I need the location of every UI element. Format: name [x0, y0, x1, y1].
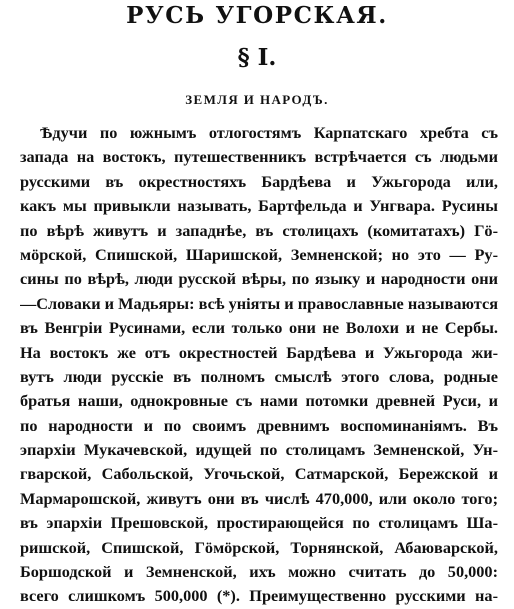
- text-line: въ Венгріи Русинами, если только они не Волохи и не Сербы.: [20, 318, 498, 338]
- text-line: мöрской, Спишской, Шаришской, Земненской; но это — Ру-: [20, 244, 498, 264]
- text-line: гварской, Сабольской, Угочьской, Сатмарской, Бережской и: [20, 464, 498, 484]
- section-subtitle: ЗЕМЛЯ И НАРОДЪ.: [185, 92, 329, 107]
- text-line: Мармарошской, живутъ они въ числѣ 470,000, или около того;: [20, 488, 498, 508]
- text-line: сины по вѣрѣ, люди русской вѣры, по языку и народности они: [20, 269, 498, 289]
- text-line: въ эпархіи Прешовской, простирающейся по столицамъ Ша-: [20, 513, 498, 533]
- body-paragraph: [20, 121, 498, 609]
- section-heading: § I.: [237, 44, 277, 71]
- text-line: братья наши, однокровные съ нами потомки древней Руси, и: [20, 391, 498, 411]
- page-title: РУСЬ УГОРСКАЯ.: [126, 2, 388, 29]
- text-line: всего слишкомъ 500,000 (*). Преимущественно русскими на-: [20, 586, 498, 606]
- text-line: русскими въ окрестностяхъ Бардѣева и Ужьгорода или,: [20, 171, 498, 191]
- text-line: по народности и по своимъ древнимъ воспоминаніямъ. Въ: [20, 415, 498, 435]
- text-line: Боршодской и Земненской, ихъ можно считать до 50,000:: [20, 562, 498, 582]
- text-line: запада на востокъ, путешественникъ встрѣчается съ людьми: [20, 147, 498, 167]
- text-line: На востокъ же отъ окрестностей Бардѣева и Ужьгорода жи-: [20, 342, 498, 362]
- text-line: эпархіи Мукачевской, идущей по столицамъ Земненской, Ун-: [20, 440, 498, 460]
- text-line: какъ мы привыкли называть, Бартфельда и Унгвара. Русины: [20, 196, 498, 216]
- text-line: вутъ люди русскіе въ полномъ смыслѣ этого слова, родные: [20, 366, 498, 386]
- text-line: —Словаки и Мадьяры: всѣ уніяты и православные называются: [20, 293, 498, 313]
- text-line: Ѣдучи по южнымъ отлогостямъ Карпатскаго хребта съ: [40, 123, 498, 142]
- text-line: по вѣрѣ живутъ и западнѣе, въ столицахъ (комитатахъ) Гö-: [20, 220, 498, 240]
- text-line: ришской, Спишской, Гöмöрской, Торнянской, Абаюварской,: [20, 537, 498, 557]
